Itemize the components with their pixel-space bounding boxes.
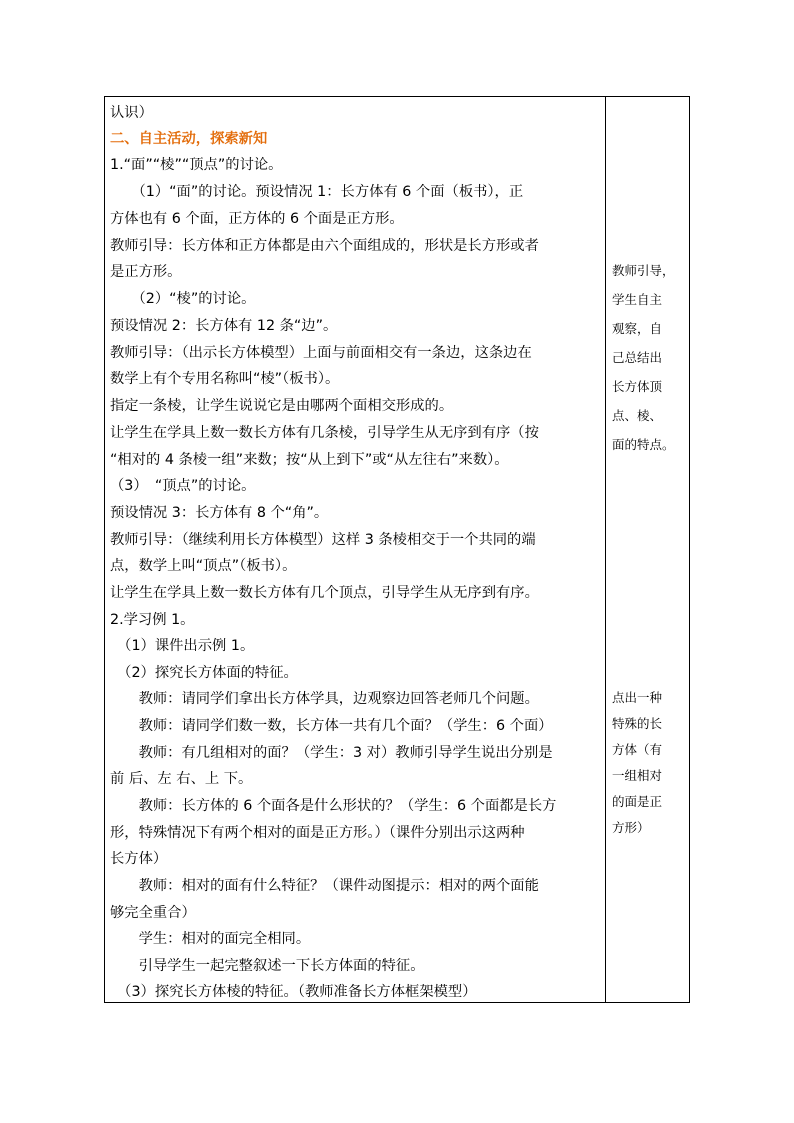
text-line: 长方体） — [110, 851, 168, 867]
side-note-line: 观察，自 — [612, 321, 663, 336]
text-line: 指定一条棱，让学生说说它是由哪两个面相交形成的。 — [110, 398, 454, 414]
text-line: 教师：长方体的 6 个面各是什么形状的？（学生：6 个面都是长方 — [110, 798, 557, 814]
side-note-line: 学生自主 — [612, 292, 663, 307]
text-line: 学生：相对的面完全相同。 — [110, 931, 311, 947]
text-line: （2）“棱”的讨论。 — [110, 291, 256, 307]
side-note-line: 的面是正 — [612, 794, 663, 809]
side-note-line: 长方体顶 — [612, 379, 663, 394]
side-note-line: 点、棱、 — [612, 408, 663, 423]
side-note-line: 方形） — [612, 820, 650, 835]
side-note-line: 点出一种 — [612, 690, 663, 705]
text-line: 前 后、左 右、上 下。 — [110, 771, 253, 787]
text-line: 2.学习例 1。 — [110, 612, 195, 628]
text-line: 预设情况 2：长方体有 12 条“边”。 — [110, 318, 338, 334]
side-note-line: 己总结出 — [612, 350, 663, 365]
side-note-line: 特殊的长 — [612, 716, 663, 731]
text-line: 方体也有 6 个面，正方体的 6 个面是正方形。 — [110, 211, 404, 227]
text-line: 教师引导：（继续利用长方体模型）这样 3 条棱相交于一个共同的端 — [110, 532, 536, 548]
text-line: 认识） — [110, 105, 153, 121]
text-line: 预设情况 3：长方体有 8 个“角”。 — [110, 505, 329, 521]
side-note-line: 方体（有 — [612, 742, 663, 757]
text-line: 引导学生一起完整叙述一下长方体面的特征。 — [110, 958, 425, 974]
text-line: 教师：相对的面有什么特征？（课件动图提示：相对的两个面能 — [110, 878, 539, 894]
text-line: 教师引导：（出示长方体模型）上面与前面相交有一条边，这条边在 — [110, 345, 532, 361]
text-line: 点，数学上叫“顶点”（板书）。 — [110, 558, 297, 574]
text-line: （3）探究长方体棱的特征。（教师准备长方体框架模型） — [110, 984, 477, 1000]
text-line: 形，特殊情况下有两个相对的面是正方形。）（课件分别出示这两种 — [110, 825, 525, 841]
side-note-line: 面的特点。 — [612, 437, 675, 452]
text-line: 让学生在学具上数一数长方体有几个顶点，引导学生从无序到有序。 — [110, 585, 539, 601]
text-line: 数学上有个专用名称叫“棱”（板书）。 — [110, 371, 340, 387]
text-line: （2）探究长方体面的特征。 — [110, 665, 298, 681]
text-line: （3） “顶点”的讨论。 — [110, 478, 256, 494]
section-heading: 二、自主活动，探索新知 — [110, 131, 268, 147]
text-line: （1）“面”的讨论。预设情况 1：长方体有 6 个面（板书），正 — [110, 184, 524, 200]
text-line: 教师：有几组相对的面？（学生：3 对）教师引导学生说出分别是 — [110, 745, 553, 761]
text-line: 是正方形。 — [110, 264, 182, 280]
text-line: 教师引导：长方体和正方体都是由六个面组成的，形状是长方形或者 — [110, 238, 539, 254]
text-line: 教师：请同学们拿出长方体学具，边观察边回答老师几个问题。 — [110, 691, 539, 707]
text-line: （1）课件出示例 1。 — [110, 638, 255, 654]
side-note-line: 教师引导， — [612, 263, 675, 278]
side-note-line: 一组相对 — [612, 768, 663, 783]
column-divider — [605, 96, 606, 1003]
text-line: 教师：请同学们数一数，长方体一共有几个面？（学生：6 个面） — [110, 718, 553, 734]
text-line: 够完全重合） — [110, 905, 196, 921]
text-line: 让学生在学具上数一数长方体有几条棱，引导学生从无序到有序（按 — [110, 425, 539, 441]
text-line: “相对的 4 条棱一组”来数；按“从上到下”或“从左往右”来数）。 — [110, 452, 509, 468]
text-line: 1.“面”“棱”“顶点”的讨论。 — [110, 157, 283, 173]
